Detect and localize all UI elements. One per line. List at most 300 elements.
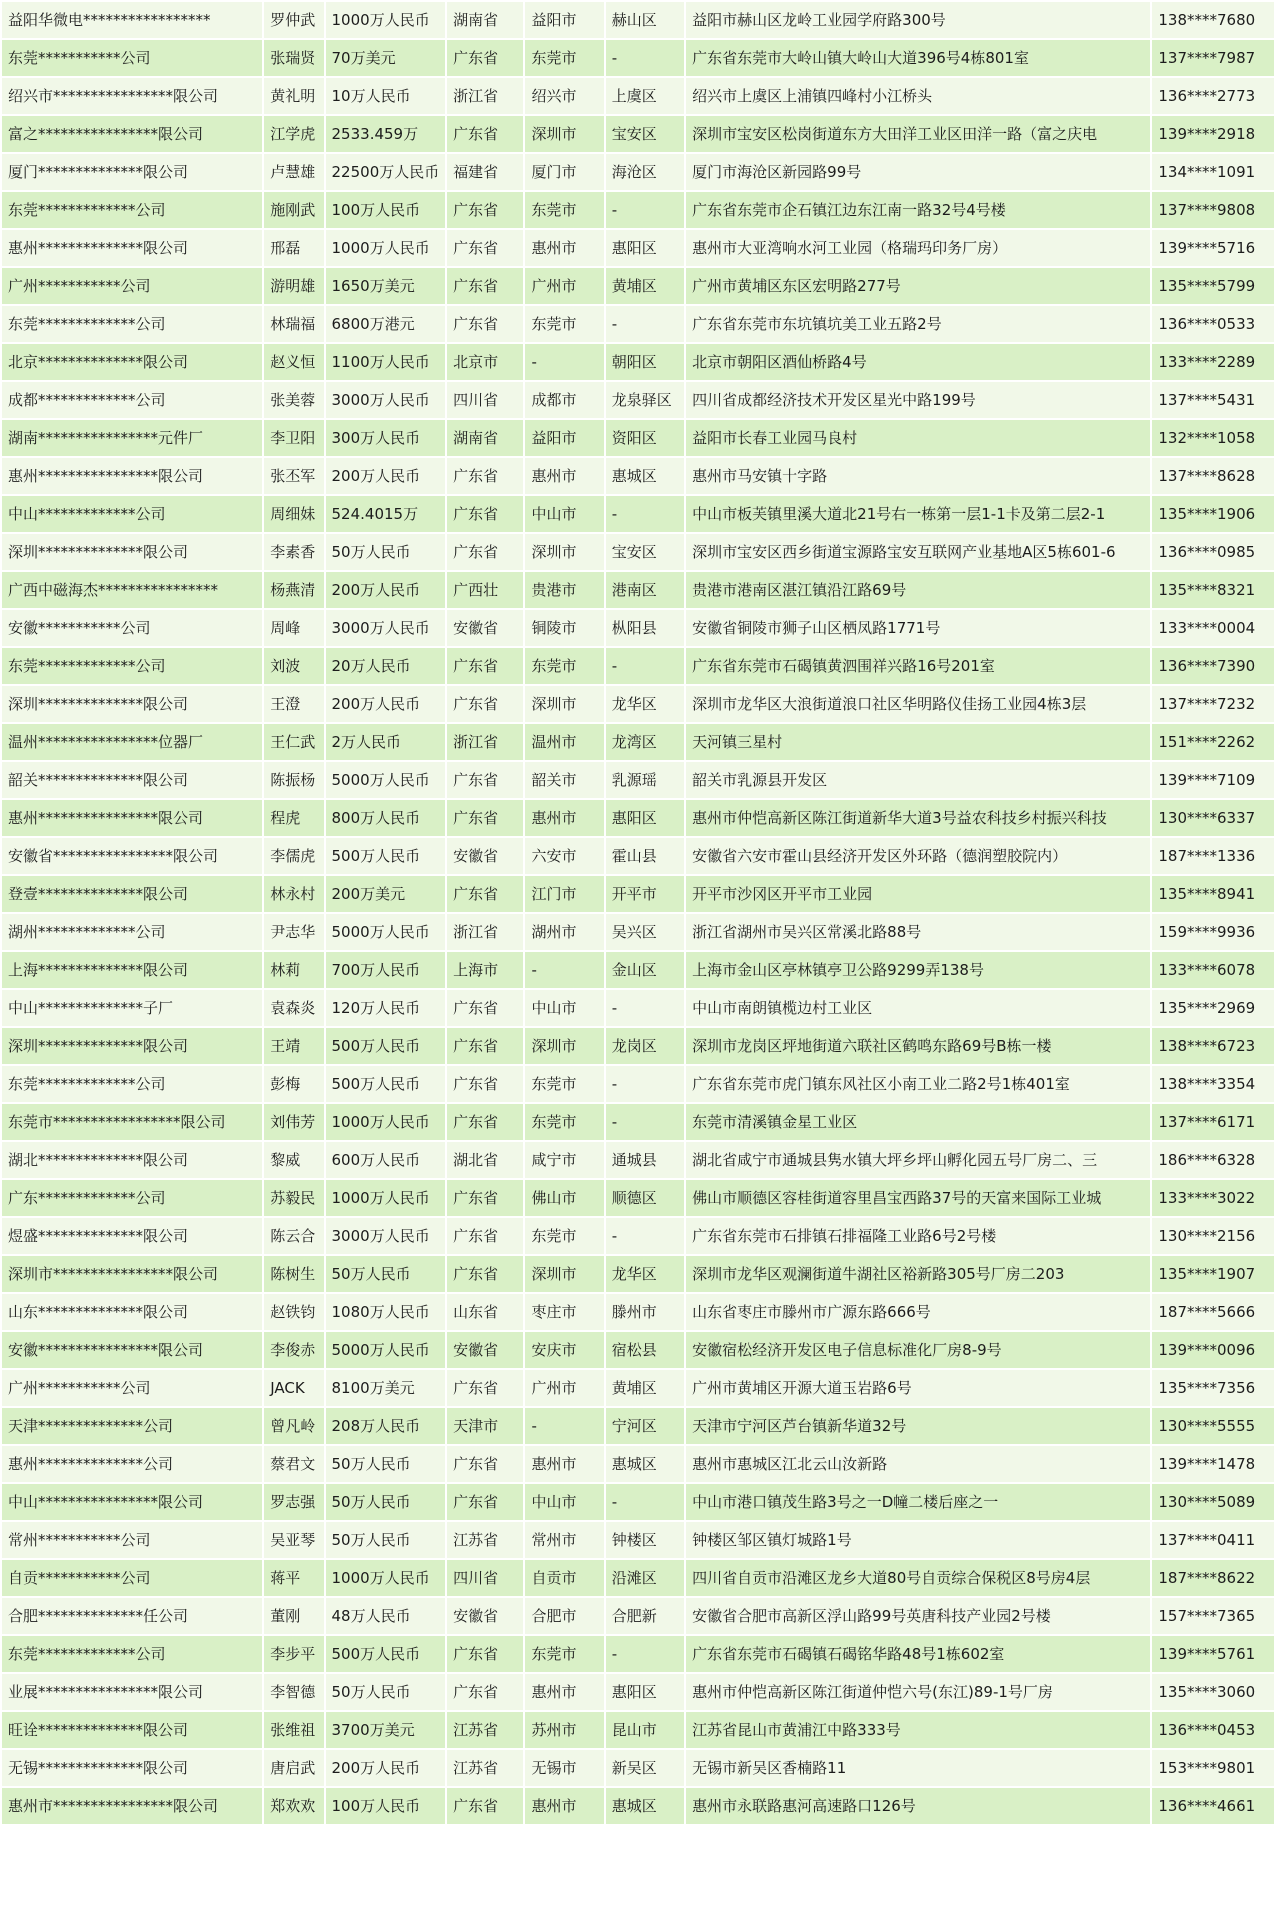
registered-capital-cell: 2533.459万	[326, 116, 446, 152]
province-cell: 广东省	[447, 1484, 523, 1520]
table-row	[2, 1598, 1274, 1634]
city-cell: 安庆市	[525, 1332, 603, 1368]
company-name-cell: 广州***********公司	[2, 1370, 262, 1406]
phone-cell: 134****1091	[1152, 154, 1274, 190]
legal-person-cell: 林瑞福	[264, 306, 323, 342]
table-row	[2, 914, 1274, 950]
phone-cell: 133****0004	[1152, 610, 1274, 646]
address-cell: 深圳市龙华区大浪街道浪口社区华明路仪佳扬工业园4栋3层	[686, 686, 1150, 722]
address-cell: 惠州市马安镇十字路	[686, 458, 1150, 494]
address-cell: 韶关市乳源县开发区	[686, 762, 1150, 798]
province-cell: 广东省	[447, 1104, 523, 1140]
legal-person-cell: 张美蓉	[264, 382, 323, 418]
province-cell: 四川省	[447, 1560, 523, 1596]
phone-cell: 186****6328	[1152, 1142, 1274, 1178]
company-name-cell: 深圳**************限公司	[2, 534, 262, 570]
phone-cell: 138****7680	[1152, 2, 1274, 38]
table-row	[2, 192, 1274, 228]
province-cell: 安徽省	[447, 838, 523, 874]
registered-capital-cell: 100万人民币	[326, 192, 446, 228]
district-cell: 宿松县	[606, 1332, 684, 1368]
company-name-cell: 合肥**************任公司	[2, 1598, 262, 1634]
registered-capital-cell: 1000万人民币	[326, 230, 446, 266]
company-name-cell: 湖南****************元件厂	[2, 420, 262, 456]
address-cell: 中山市南朗镇榄边村工业区	[686, 990, 1150, 1026]
province-cell: 广东省	[447, 876, 523, 912]
registered-capital-cell: 1000万人民币	[326, 1104, 446, 1140]
address-cell: 天津市宁河区芦台镇新华道32号	[686, 1408, 1150, 1444]
address-cell: 湖北省咸宁市通城县隽水镇大坪乡坪山孵化园五号厂房二、三	[686, 1142, 1150, 1178]
legal-person-cell: 郑欢欢	[264, 1788, 323, 1824]
city-cell: 东莞市	[525, 306, 603, 342]
province-cell: 广东省	[447, 1066, 523, 1102]
table-row	[2, 1104, 1274, 1140]
phone-cell: 157****7365	[1152, 1598, 1274, 1634]
legal-person-cell: 蔡君文	[264, 1446, 323, 1482]
city-cell: 自贡市	[525, 1560, 603, 1596]
address-cell: 安徽省六安市霍山县经济开发区外环路（德润塑胶院内）	[686, 838, 1150, 874]
company-name-cell: 安徽省****************限公司	[2, 838, 262, 874]
province-cell: 广东省	[447, 1674, 523, 1710]
registered-capital-cell: 50万人民币	[326, 1522, 446, 1558]
registered-capital-cell: 300万人民币	[326, 420, 446, 456]
legal-person-cell: 卢慧雄	[264, 154, 323, 190]
company-name-cell: 东莞*************公司	[2, 1066, 262, 1102]
province-cell: 广东省	[447, 1636, 523, 1672]
company-name-cell: 旺诠**************限公司	[2, 1712, 262, 1748]
city-cell: 东莞市	[525, 1636, 603, 1672]
phone-cell: 138****3354	[1152, 1066, 1274, 1102]
district-cell: -	[606, 990, 684, 1026]
province-cell: 广东省	[447, 268, 523, 304]
address-cell: 北京市朝阳区酒仙桥路4号	[686, 344, 1150, 380]
legal-person-cell: 王靖	[264, 1028, 323, 1064]
province-cell: 广东省	[447, 1180, 523, 1216]
city-cell: 中山市	[525, 1484, 603, 1520]
district-cell: 钟楼区	[606, 1522, 684, 1558]
table-row	[2, 1560, 1274, 1596]
district-cell: -	[606, 1636, 684, 1672]
table-row	[2, 686, 1274, 722]
legal-person-cell: 苏毅民	[264, 1180, 323, 1216]
city-cell: 益阳市	[525, 420, 603, 456]
table-row	[2, 1674, 1274, 1710]
registered-capital-cell: 1000万人民币	[326, 2, 446, 38]
province-cell: 广东省	[447, 458, 523, 494]
table-row	[2, 1712, 1274, 1748]
address-cell: 安徽宿松经济开发区电子信息标准化厂房8-9号	[686, 1332, 1150, 1368]
phone-cell: 138****6723	[1152, 1028, 1274, 1064]
phone-cell: 137****7232	[1152, 686, 1274, 722]
registered-capital-cell: 100万人民币	[326, 1788, 446, 1824]
district-cell: 惠城区	[606, 1446, 684, 1482]
phone-cell: 135****1906	[1152, 496, 1274, 532]
legal-person-cell: 袁森炎	[264, 990, 323, 1026]
city-cell: 深圳市	[525, 1028, 603, 1064]
company-name-cell: 惠州市****************限公司	[2, 1788, 262, 1824]
table-row	[2, 1446, 1274, 1482]
table-row	[2, 838, 1274, 874]
table-row	[2, 1750, 1274, 1786]
address-cell: 深圳市宝安区西乡街道宝源路宝安互联网产业基地A区5栋601-6	[686, 534, 1150, 570]
province-cell: 浙江省	[447, 78, 523, 114]
company-name-cell: 东莞*************公司	[2, 1636, 262, 1672]
legal-person-cell: 王仁武	[264, 724, 323, 760]
phone-cell: 139****5716	[1152, 230, 1274, 266]
table-row	[2, 572, 1274, 608]
address-cell: 四川省成都经济技术开发区星光中路199号	[686, 382, 1150, 418]
company-name-cell: 东莞*************公司	[2, 192, 262, 228]
province-cell: 广东省	[447, 496, 523, 532]
legal-person-cell: 江学虎	[264, 116, 323, 152]
address-cell: 广东省东莞市大岭山镇大岭山大道396号4栋801室	[686, 40, 1150, 76]
legal-person-cell: 李步平	[264, 1636, 323, 1672]
phone-cell: 139****1478	[1152, 1446, 1274, 1482]
city-cell: 温州市	[525, 724, 603, 760]
company-name-cell: 惠州**************公司	[2, 1446, 262, 1482]
table-row	[2, 420, 1274, 456]
district-cell: 龙泉驿区	[606, 382, 684, 418]
district-cell: 金山区	[606, 952, 684, 988]
city-cell: -	[525, 1408, 603, 1444]
province-cell: 广东省	[447, 762, 523, 798]
phone-cell: 187****5666	[1152, 1294, 1274, 1330]
table-row	[2, 40, 1274, 76]
district-cell: 惠阳区	[606, 800, 684, 836]
phone-cell: 159****9936	[1152, 914, 1274, 950]
province-cell: 湖南省	[447, 420, 523, 456]
city-cell: 苏州市	[525, 1712, 603, 1748]
district-cell: 惠城区	[606, 1788, 684, 1824]
legal-person-cell: 蒋平	[264, 1560, 323, 1596]
company-name-cell: 深圳**************限公司	[2, 686, 262, 722]
city-cell: 常州市	[525, 1522, 603, 1558]
table-row	[2, 496, 1274, 532]
district-cell: 霍山县	[606, 838, 684, 874]
address-cell: 天河镇三星村	[686, 724, 1150, 760]
legal-person-cell: 唐启武	[264, 1750, 323, 1786]
registered-capital-cell: 6800万港元	[326, 306, 446, 342]
city-cell: 广州市	[525, 268, 603, 304]
table-row	[2, 154, 1274, 190]
district-cell: 吴兴区	[606, 914, 684, 950]
table-row	[2, 344, 1274, 380]
table-row	[2, 876, 1274, 912]
city-cell: 惠州市	[525, 800, 603, 836]
district-cell: 枞阳县	[606, 610, 684, 646]
district-cell: -	[606, 1104, 684, 1140]
company-name-cell: 湖州*************公司	[2, 914, 262, 950]
company-name-cell: 广州***********公司	[2, 268, 262, 304]
city-cell: 东莞市	[525, 192, 603, 228]
company-name-cell: 安徽***********公司	[2, 610, 262, 646]
legal-person-cell: 罗仲武	[264, 2, 323, 38]
phone-cell: 135****1907	[1152, 1256, 1274, 1292]
company-name-cell: 惠州****************限公司	[2, 800, 262, 836]
registered-capital-cell: 1000万人民币	[326, 1560, 446, 1596]
district-cell: 沿滩区	[606, 1560, 684, 1596]
phone-cell: 137****9808	[1152, 192, 1274, 228]
company-name-cell: 中山*************公司	[2, 496, 262, 532]
legal-person-cell: 李俊赤	[264, 1332, 323, 1368]
province-cell: 山东省	[447, 1294, 523, 1330]
district-cell: 黄埔区	[606, 268, 684, 304]
district-cell: 惠城区	[606, 458, 684, 494]
table-row	[2, 230, 1274, 266]
phone-cell: 137****5431	[1152, 382, 1274, 418]
province-cell: 江苏省	[447, 1522, 523, 1558]
province-cell: 广东省	[447, 192, 523, 228]
table-row	[2, 1294, 1274, 1330]
legal-person-cell: 尹志华	[264, 914, 323, 950]
company-name-cell: 深圳市****************限公司	[2, 1256, 262, 1292]
district-cell: 宝安区	[606, 534, 684, 570]
address-cell: 安徽省合肥市高新区浮山路99号英唐科技产业园2号楼	[686, 1598, 1150, 1634]
phone-cell: 132****1058	[1152, 420, 1274, 456]
city-cell: 深圳市	[525, 534, 603, 570]
city-cell: 深圳市	[525, 116, 603, 152]
city-cell: -	[525, 952, 603, 988]
phone-cell: 187****1336	[1152, 838, 1274, 874]
province-cell: 广东省	[447, 686, 523, 722]
phone-cell: 136****4661	[1152, 1788, 1274, 1824]
legal-person-cell: 施刚武	[264, 192, 323, 228]
district-cell: 黄埔区	[606, 1370, 684, 1406]
legal-person-cell: 陈树生	[264, 1256, 323, 1292]
legal-person-cell: 李卫阳	[264, 420, 323, 456]
district-cell: -	[606, 192, 684, 228]
registered-capital-cell: 1100万人民币	[326, 344, 446, 380]
registered-capital-cell: 22500万人民币	[326, 154, 446, 190]
registered-capital-cell: 50万人民币	[326, 1674, 446, 1710]
legal-person-cell: 王澄	[264, 686, 323, 722]
legal-person-cell: 李儒虎	[264, 838, 323, 874]
district-cell: -	[606, 40, 684, 76]
table-row	[2, 1408, 1274, 1444]
legal-person-cell: JACK	[264, 1370, 323, 1406]
district-cell: 乳源瑶	[606, 762, 684, 798]
registered-capital-cell: 500万人民币	[326, 838, 446, 874]
company-name-cell: 成都*************公司	[2, 382, 262, 418]
registered-capital-cell: 70万美元	[326, 40, 446, 76]
registered-capital-cell: 200万人民币	[326, 572, 446, 608]
company-name-cell: 广东*************公司	[2, 1180, 262, 1216]
company-name-cell: 山东**************限公司	[2, 1294, 262, 1330]
province-cell: 四川省	[447, 382, 523, 418]
address-cell: 惠州市仲恺高新区陈江街道新华大道3号益农科技乡村振兴科技	[686, 800, 1150, 836]
province-cell: 广东省	[447, 1788, 523, 1824]
registered-capital-cell: 3700万美元	[326, 1712, 446, 1748]
company-name-cell: 安徽****************限公司	[2, 1332, 262, 1368]
district-cell: 开平市	[606, 876, 684, 912]
city-cell: 东莞市	[525, 1104, 603, 1140]
address-cell: 广东省东莞市石排镇石排福隆工业路6号2号楼	[686, 1218, 1150, 1254]
phone-cell: 135****7356	[1152, 1370, 1274, 1406]
address-cell: 山东省枣庄市滕州市广源东路666号	[686, 1294, 1150, 1330]
company-name-cell: 常州***********公司	[2, 1522, 262, 1558]
district-cell: 海沧区	[606, 154, 684, 190]
address-cell: 贵港市港南区湛江镇沿江路69号	[686, 572, 1150, 608]
address-cell: 深圳市宝安区松岗街道东方大田洋工业区田洋一路（富之庆电	[686, 116, 1150, 152]
city-cell: 六安市	[525, 838, 603, 874]
phone-cell: 136****0533	[1152, 306, 1274, 342]
legal-person-cell: 张丕军	[264, 458, 323, 494]
province-cell: 福建省	[447, 154, 523, 190]
company-name-cell: 自贡***********公司	[2, 1560, 262, 1596]
registered-capital-cell: 500万人民币	[326, 1066, 446, 1102]
company-name-cell: 上海**************限公司	[2, 952, 262, 988]
address-cell: 惠州市惠城区江北云山汝新路	[686, 1446, 1150, 1482]
province-cell: 广东省	[447, 1256, 523, 1292]
registered-capital-cell: 200万美元	[326, 876, 446, 912]
province-cell: 安徽省	[447, 610, 523, 646]
address-cell: 安徽省铜陵市狮子山区栖凤路1771号	[686, 610, 1150, 646]
city-cell: 佛山市	[525, 1180, 603, 1216]
province-cell: 浙江省	[447, 914, 523, 950]
phone-cell: 153****9801	[1152, 1750, 1274, 1786]
district-cell: -	[606, 496, 684, 532]
company-name-cell: 登壹**************限公司	[2, 876, 262, 912]
address-cell: 广东省东莞市石碣镇石碣铭华路48号1栋602室	[686, 1636, 1150, 1672]
registered-capital-cell: 50万人民币	[326, 1484, 446, 1520]
district-cell: -	[606, 1218, 684, 1254]
registered-capital-cell: 5000万人民币	[326, 1332, 446, 1368]
city-cell: 绍兴市	[525, 78, 603, 114]
city-cell: 东莞市	[525, 40, 603, 76]
phone-cell: 135****5799	[1152, 268, 1274, 304]
registered-capital-cell: 3000万人民币	[326, 610, 446, 646]
company-name-cell: 东莞*************公司	[2, 648, 262, 684]
table-row	[2, 268, 1274, 304]
address-cell: 上海市金山区亭林镇亭卫公路9299弄138号	[686, 952, 1150, 988]
district-cell: 滕州市	[606, 1294, 684, 1330]
table-row	[2, 1484, 1274, 1520]
address-cell: 四川省自贡市沿滩区龙乡大道80号自贡综合保税区8号房4层	[686, 1560, 1150, 1596]
registered-capital-cell: 208万人民币	[326, 1408, 446, 1444]
registered-capital-cell: 700万人民币	[326, 952, 446, 988]
legal-person-cell: 罗志强	[264, 1484, 323, 1520]
registered-capital-cell: 2万人民币	[326, 724, 446, 760]
phone-cell: 139****5761	[1152, 1636, 1274, 1672]
address-cell: 绍兴市上虞区上浦镇四峰村小江桥头	[686, 78, 1150, 114]
city-cell: 东莞市	[525, 648, 603, 684]
city-cell: 江门市	[525, 876, 603, 912]
registered-capital-cell: 50万人民币	[326, 534, 446, 570]
province-cell: 广西壮	[447, 572, 523, 608]
legal-person-cell: 李智德	[264, 1674, 323, 1710]
company-name-cell: 深圳**************限公司	[2, 1028, 262, 1064]
address-cell: 惠州市仲恺高新区陈江街道仲恺六号(东江)89-1号厂房	[686, 1674, 1150, 1710]
table-row	[2, 990, 1274, 1026]
registered-capital-cell: 200万人民币	[326, 686, 446, 722]
legal-person-cell: 吴亚琴	[264, 1522, 323, 1558]
address-cell: 中山市板芙镇里溪大道北21号右一栋第一层1-1卡及第二层2-1	[686, 496, 1150, 532]
address-cell: 厦门市海沧区新园路99号	[686, 154, 1150, 190]
city-cell: -	[525, 344, 603, 380]
city-cell: 惠州市	[525, 1674, 603, 1710]
address-cell: 广东省东莞市企石镇江边东江南一路32号4号楼	[686, 192, 1150, 228]
city-cell: 惠州市	[525, 1446, 603, 1482]
company-name-cell: 中山****************限公司	[2, 1484, 262, 1520]
table-row	[2, 762, 1274, 798]
company-name-cell: 湖北**************限公司	[2, 1142, 262, 1178]
phone-cell: 130****5089	[1152, 1484, 1274, 1520]
phone-cell: 130****5555	[1152, 1408, 1274, 1444]
registered-capital-cell: 120万人民币	[326, 990, 446, 1026]
phone-cell: 137****8628	[1152, 458, 1274, 494]
address-cell: 广东省东莞市东坑镇坑美工业五路2号	[686, 306, 1150, 342]
province-cell: 广东省	[447, 1370, 523, 1406]
company-name-cell: 广西中磁海杰****************	[2, 572, 262, 608]
legal-person-cell: 林莉	[264, 952, 323, 988]
phone-cell: 187****8622	[1152, 1560, 1274, 1596]
city-cell: 咸宁市	[525, 1142, 603, 1178]
province-cell: 广东省	[447, 116, 523, 152]
table-row	[2, 1066, 1274, 1102]
registered-capital-cell: 500万人民币	[326, 1028, 446, 1064]
table-row	[2, 800, 1274, 836]
table-row	[2, 1180, 1274, 1216]
registered-capital-cell: 5000万人民币	[326, 914, 446, 950]
registered-capital-cell: 524.4015万	[326, 496, 446, 532]
table-row	[2, 1256, 1274, 1292]
phone-cell: 137****6171	[1152, 1104, 1274, 1140]
legal-person-cell: 赵铁钧	[264, 1294, 323, 1330]
legal-person-cell: 程虎	[264, 800, 323, 836]
legal-person-cell: 林永村	[264, 876, 323, 912]
table-row	[2, 1142, 1274, 1178]
district-cell: 朝阳区	[606, 344, 684, 380]
legal-person-cell: 黎威	[264, 1142, 323, 1178]
province-cell: 广东省	[447, 534, 523, 570]
registered-capital-cell: 48万人民币	[326, 1598, 446, 1634]
legal-person-cell: 游明雄	[264, 268, 323, 304]
company-name-cell: 绍兴市****************限公司	[2, 78, 262, 114]
city-cell: 东莞市	[525, 1066, 603, 1102]
legal-person-cell: 邢磊	[264, 230, 323, 266]
district-cell: -	[606, 306, 684, 342]
company-name-cell: 天津**************公司	[2, 1408, 262, 1444]
district-cell: 昆山市	[606, 1712, 684, 1748]
phone-cell: 130****2156	[1152, 1218, 1274, 1254]
address-cell: 东莞市清溪镇金星工业区	[686, 1104, 1150, 1140]
phone-cell: 136****7390	[1152, 648, 1274, 684]
company-name-cell: 惠州****************限公司	[2, 458, 262, 494]
district-cell: -	[606, 648, 684, 684]
district-cell: 宁河区	[606, 1408, 684, 1444]
registered-capital-cell: 500万人民币	[326, 1636, 446, 1672]
legal-person-cell: 张维祖	[264, 1712, 323, 1748]
district-cell: 惠阳区	[606, 230, 684, 266]
table-row	[2, 1636, 1274, 1672]
city-cell: 无锡市	[525, 1750, 603, 1786]
phone-cell: 130****6337	[1152, 800, 1274, 836]
registered-capital-cell: 5000万人民币	[326, 762, 446, 798]
address-cell: 深圳市龙华区观澜街道牛湖社区裕新路305号厂房二203	[686, 1256, 1150, 1292]
province-cell: 湖北省	[447, 1142, 523, 1178]
legal-person-cell: 曾凡岭	[264, 1408, 323, 1444]
company-table-body	[2, 2, 1274, 1824]
table-row	[2, 1370, 1274, 1406]
registered-capital-cell: 800万人民币	[326, 800, 446, 836]
district-cell: -	[606, 1484, 684, 1520]
phone-cell: 137****7987	[1152, 40, 1274, 76]
province-cell: 广东省	[447, 648, 523, 684]
city-cell: 枣庄市	[525, 1294, 603, 1330]
company-name-cell: 惠州**************限公司	[2, 230, 262, 266]
legal-person-cell: 陈振杨	[264, 762, 323, 798]
phone-cell: 151****2262	[1152, 724, 1274, 760]
